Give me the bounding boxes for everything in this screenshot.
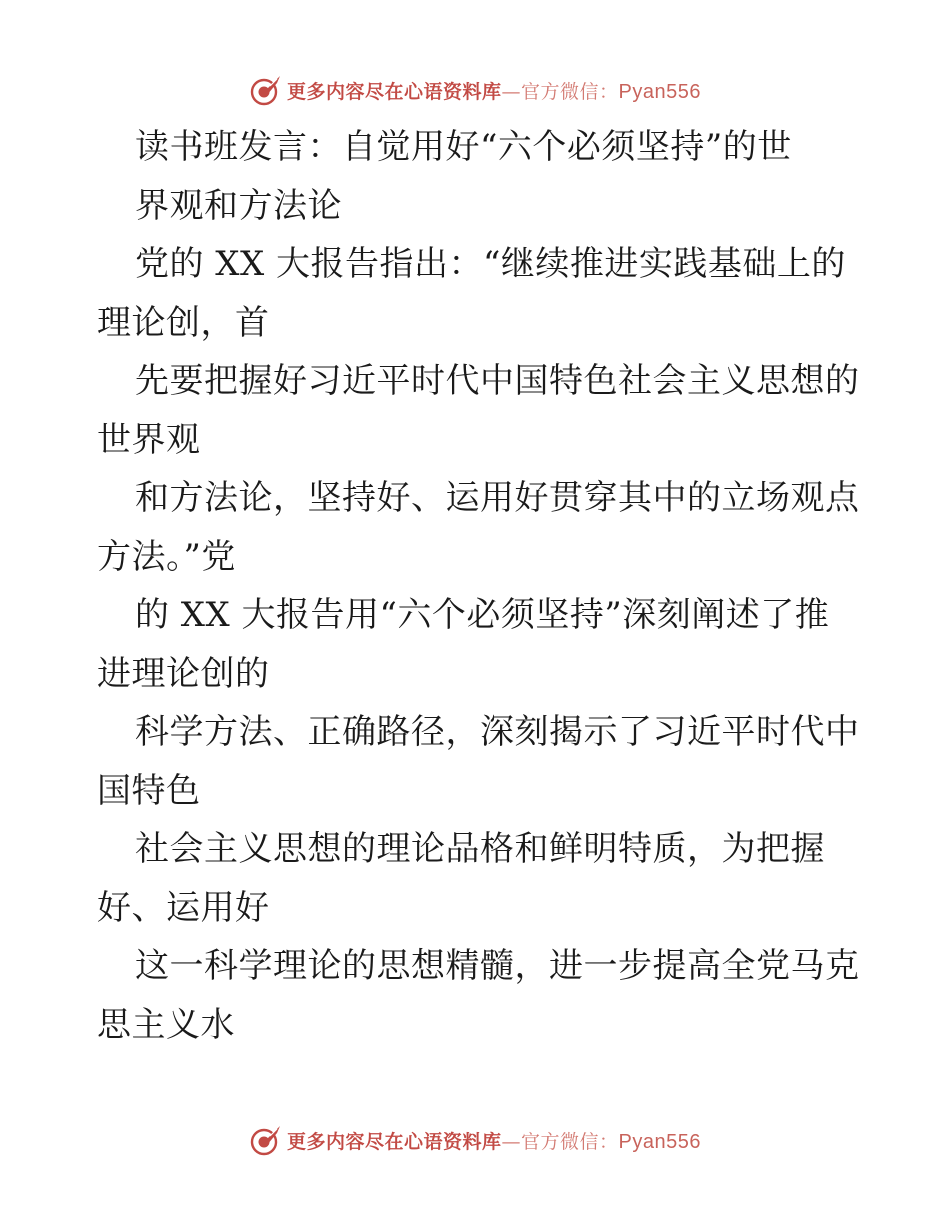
quill-logo-icon	[249, 1123, 283, 1157]
text-line: 界观和方法论	[135, 185, 342, 226]
text-line: 科学方法、正确路径，深刻揭示了习近平时代中	[135, 712, 860, 752]
watermark-separator: —	[501, 1130, 522, 1153]
watermark-text	[287, 77, 701, 104]
document-body	[97, 118, 867, 1054]
text-line: 的 XX 大报告用“六个必须坚持”深刻阐述了推	[135, 595, 830, 635]
text-line: 进理论创的	[97, 653, 270, 694]
text-line: 思主义水	[97, 1004, 235, 1045]
text-line: 这一科学理论的思想精髓，进一步提高全党马克	[135, 946, 860, 986]
watermark-brand: 更多内容尽在心语资料库	[287, 80, 502, 103]
text-line: 先要把握好习近平时代中国特色社会主义思想的	[135, 361, 860, 401]
text-line: 国特色	[97, 770, 201, 811]
watermark-brand: 更多内容尽在心语资料库	[287, 1130, 502, 1153]
text-line: 世界观	[97, 419, 201, 460]
text-line: 理论创，首	[97, 302, 270, 343]
text-line: 和方法论，坚持好、运用好贯穿其中的立场观点	[135, 478, 860, 518]
watermark-code: Pyan556	[618, 80, 701, 103]
watermark-label: 官方微信：	[521, 1130, 619, 1153]
header-watermark	[0, 70, 950, 110]
watermark-code: Pyan556	[618, 1130, 701, 1153]
watermark-separator: —	[501, 80, 522, 103]
text-line: 读书班发言：自觉用好“六个必须坚持”的世	[135, 127, 792, 167]
quill-logo-icon	[249, 73, 283, 107]
watermark-text	[287, 1127, 701, 1154]
text-line: 党的 XX 大报告指出：“继续推进实践基础上的	[135, 244, 846, 284]
watermark-label: 官方微信：	[521, 80, 619, 103]
footer-watermark	[0, 1120, 950, 1160]
text-line: 方法。”党	[97, 536, 236, 577]
text-line: 社会主义思想的理论品格和鲜明特质，为把握	[135, 829, 825, 869]
text-line: 好、运用好	[97, 887, 270, 928]
